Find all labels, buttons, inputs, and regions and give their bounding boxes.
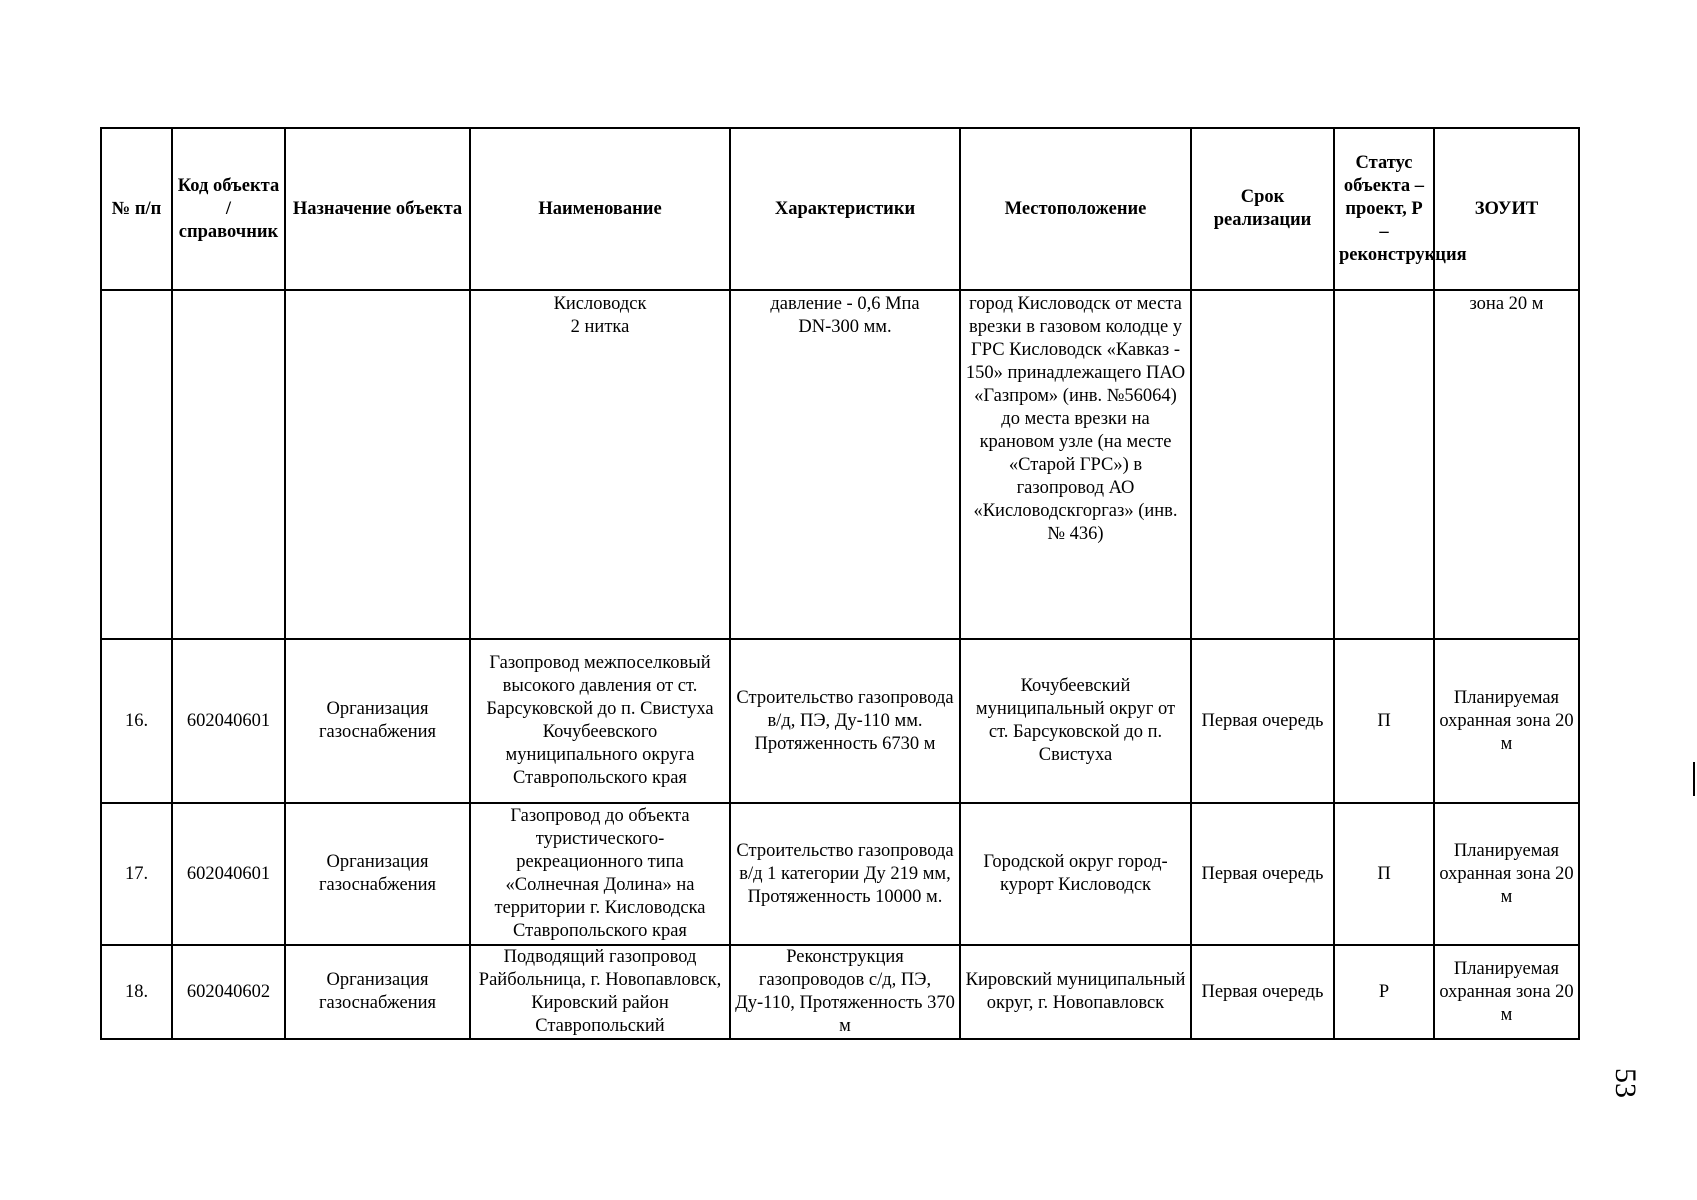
cell-characteristics: Строительство газопровода в/д, ПЭ, Ду-110 мм. Протяженность 6730 м <box>730 639 960 803</box>
cell-code: 602040602 <box>172 945 285 1039</box>
header-purpose: Назначение объекта <box>285 128 470 290</box>
cell-characteristics: давление - 0,6 Мпа DN-300 мм. <box>730 290 960 639</box>
cell-num: 17. <box>101 803 172 945</box>
cell-characteristics: Реконструкция газопроводов с/д, ПЭ, Ду-110, Протяженность 370 м <box>730 945 960 1039</box>
registry-table <box>100 127 1580 1040</box>
cell-purpose: Организация газоснабжения <box>285 945 470 1039</box>
cell-code: 602040601 <box>172 639 285 803</box>
cell-name: Газопровод межпоселковый высокого давления от ст. Барсуковской до п. Свистуха Кочубеевского муниципального округа Ставропольского края <box>470 639 730 803</box>
header-name: Наименование <box>470 128 730 290</box>
cell-term: Первая очередь <box>1191 803 1334 945</box>
cell-purpose: Организация газоснабжения <box>285 803 470 945</box>
header-term: Срок реализации <box>1191 128 1334 290</box>
header-location: Местоположение <box>960 128 1191 290</box>
header-zouit: ЗОУИТ <box>1434 128 1579 290</box>
cell-term: Первая очередь <box>1191 639 1334 803</box>
cell-zouit: Планируемая охранная зона 20 м <box>1434 945 1579 1039</box>
cell-term: Первая очередь <box>1191 945 1334 1039</box>
cell-status: П <box>1334 803 1434 945</box>
cell-num <box>101 290 172 639</box>
cell-name: Кисловодск 2 нитка <box>470 290 730 639</box>
cell-status <box>1334 290 1434 639</box>
table-row <box>101 945 1579 1039</box>
cell-location: город Кисловодск от места врезки в газовом колодце у ГРС Кисловодск «Кавказ - 150» принадлежащего ПАО «Газпром» (инв. №56064) до места врезки на крановом узле (на месте «Старой ГРС») в газопровод АО «Кисловодскгоргаз» (инв. № 436) <box>960 290 1191 639</box>
scan-edge-mark <box>1693 762 1695 796</box>
cell-zouit: Планируемая охранная зона 20 м <box>1434 803 1579 945</box>
table-row <box>101 803 1579 945</box>
cell-code <box>172 290 285 639</box>
cell-status: П <box>1334 639 1434 803</box>
cell-characteristics: Строительство газопровода в/д 1 категории Ду 219 мм, Протяженность 10000 м. <box>730 803 960 945</box>
cell-location: Городской округ город-курорт Кисловодск <box>960 803 1191 945</box>
cell-purpose <box>285 290 470 639</box>
header-status: Статус объекта – проект, Р – реконструкция <box>1334 128 1434 290</box>
cell-name: Подводящий газопровод Райбольница, г. Новопавловск, Кировский район Ставропольский <box>470 945 730 1039</box>
cell-zouit: зона 20 м <box>1434 290 1579 639</box>
page-number: 53 <box>1609 1068 1642 1098</box>
cell-purpose: Организация газоснабжения <box>285 639 470 803</box>
header-code: Код объекта / справочник <box>172 128 285 290</box>
cell-num: 18. <box>101 945 172 1039</box>
cell-term <box>1191 290 1334 639</box>
cell-code: 602040601 <box>172 803 285 945</box>
header-characteristics: Характеристики <box>730 128 960 290</box>
cell-location: Кировский муниципальный округ, г. Новопавловск <box>960 945 1191 1039</box>
cell-zouit: Планируемая охранная зона 20 м <box>1434 639 1579 803</box>
header-num: № п/п <box>101 128 172 290</box>
cell-location: Кочубеевский муниципальный округ от ст. Барсуковской до п. Свистуха <box>960 639 1191 803</box>
cell-num: 16. <box>101 639 172 803</box>
table-header-row <box>101 128 1579 290</box>
cell-name: Газопровод до объекта туристического-рекреационного типа «Солнечная Долина» на территории г. Кисловодска Ставропольского края <box>470 803 730 945</box>
cell-status: Р <box>1334 945 1434 1039</box>
table-row <box>101 639 1579 803</box>
table-row-continuation <box>101 290 1579 639</box>
